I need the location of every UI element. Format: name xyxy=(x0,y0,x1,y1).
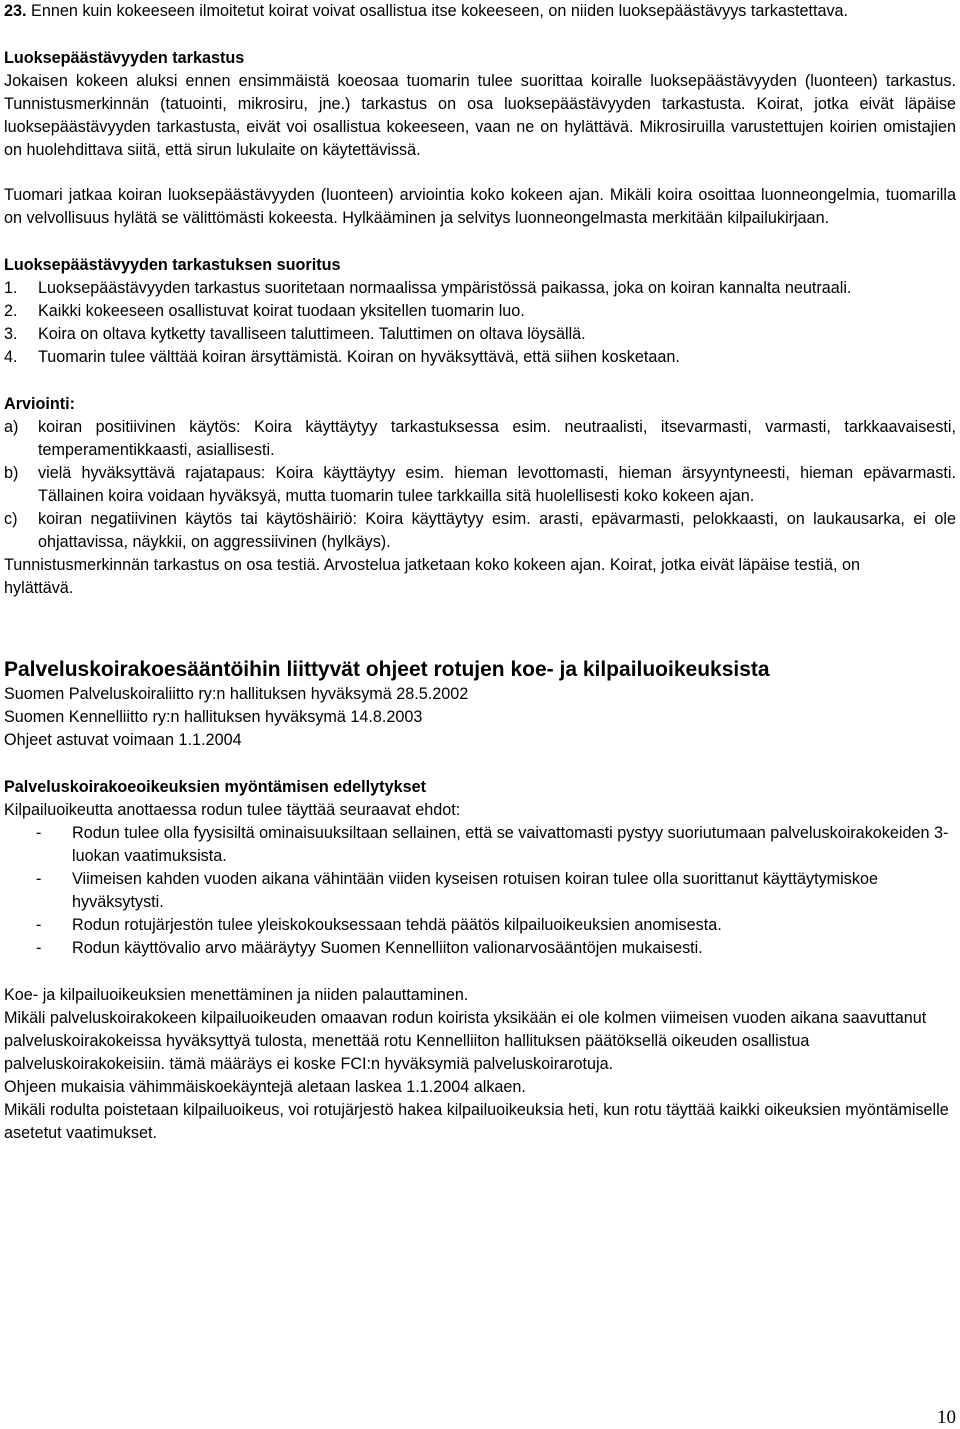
list-item xyxy=(4,277,956,300)
paragraph-tuomari: Tuomari jatkaa koiran luoksepäästävyyden (luonteen) arviointia koko kokeen ajan. Mikäli koira osoittaa luonneongelmia, tuomarilla on velvollisuus hylätä se välittömästi kokeesta. Hylkääminen ja selvitys luonneongelmasta merkitään kilpailukirjaan. xyxy=(4,186,956,227)
list-item xyxy=(4,462,956,508)
list-item-dash: - xyxy=(36,916,42,934)
list-item-dash: - xyxy=(36,870,42,888)
list-item-letter: b) xyxy=(4,464,19,482)
paragraph-tarkastus: Jokaisen kokeen aluksi ennen ensimmäistä koeosaa tuomarin tulee suorittaa koiralle luoksepäästävyyden (luonteen) tarkastus. Tunnistusmerkinnän (tatuointi, mikrosiru, jne.) tarkastus on osa luoksepäästävyyden tarkastusta. Koirat, jotka eivät läpäise luoksepäästävyyden tarkastusta, eivät voi osallistua kokeeseen, vaan ne on hylättävä. Mikrosiruilla varustettujen koirien omistajien on huolehdittava siitä, että sirun lukulaite on käytettävissä. xyxy=(4,72,956,159)
list-item xyxy=(4,300,956,323)
approval-line-palveluskoiraliitto: Suomen Palveluskoiraliitto ry:n hallituksen hyväksymä 28.5.2002 xyxy=(4,685,469,703)
document-page xyxy=(4,0,956,1145)
effective-date-line: Ohjeet astuvat voimaan 1.1.2004 xyxy=(4,731,242,749)
paragraph-koekaynnit: Ohjeen mukaisia vähimmäiskoekäyntejä aletaan laskea 1.1.2004 alkaen. xyxy=(4,1078,526,1096)
numbered-list-suoritus xyxy=(4,277,956,369)
section-heading-arviointi: Arviointi: xyxy=(4,395,76,413)
list-item xyxy=(4,508,956,554)
list-item-text: vielä hyväksyttävä rajatapaus: Koira käyttäytyy esim. hieman levottomasti, hieman ärsyyntyneesti, hieman epävarmasti. Tällainen koira voidaan hyväksyä, mutta tuomarin tulee tarkkailla sitä huolellisesti koko kokeen ajan. xyxy=(38,464,956,505)
paragraph-menettaminen-heading: Koe- ja kilpailuoikeuksien menettäminen ja niiden palauttaminen. xyxy=(4,986,469,1004)
list-item-number: 2. xyxy=(4,302,18,320)
list-item-number: 1. xyxy=(4,279,18,297)
list-item-text: Luoksepäästävyyden tarkastus suoritetaan normaalissa ympäristössä paikassa, joka on koiran kannalta neutraali. xyxy=(38,279,852,297)
list-item-text: Rodun käyttövalio arvo määräytyy Suomen Kennelliiton valionarvosääntöjen mukaisesti. xyxy=(72,939,703,957)
list-item-text: Tuomarin tulee välttää koiran ärsyttämistä. Koiran on hyväksyttävä, että siihen kosketaan. xyxy=(38,348,680,366)
list-item xyxy=(4,937,956,960)
list-item-number: 3. xyxy=(4,325,18,343)
list-item-text: Rodun tulee olla fyysisiltä ominaisuuksiltaan sellainen, että se vaivattomasti pystyy suoriutumaan palveluskoirakokeiden 3-luokan vaatimuksista. xyxy=(72,824,949,865)
list-item-text: Koira on oltava kytketty tavalliseen taluttimeen. Taluttimen on oltava löysällä. xyxy=(38,325,586,343)
list-item-dash: - xyxy=(36,939,42,957)
list-item xyxy=(4,416,956,462)
list-item xyxy=(4,323,956,346)
paragraph-edellytykset-intro: Kilpailuoikeutta anottaessa rodun tulee täyttää seuraavat ehdot: xyxy=(4,801,461,819)
section-title-ohjeet: Palveluskoirakoesääntöihin liittyvät ohjeet rotujen koe- ja kilpailuoikeuksista xyxy=(4,658,770,681)
paragraph-arviointi-closing: Tunnistusmerkinnän tarkastus on osa testiä. Arvostelua jatketaan koko kokeen ajan. Koirat, jotka eivät läpäise testiä, on hylättävä. xyxy=(4,556,861,597)
section-heading-tarkastus: Luoksepäästävyyden tarkastus xyxy=(4,49,245,67)
list-item xyxy=(4,868,956,914)
question-text: Ennen kuin kokeeseen ilmoitetut koirat voivat osallistua itse kokeeseen, on niiden luoksepäästävyys tarkastettava. xyxy=(31,2,849,20)
list-item-text: Kaikki kokeeseen osallistuvat koirat tuodaan yksitellen tuomarin luo. xyxy=(38,302,525,320)
question-number: 23. xyxy=(4,2,27,20)
page-number: 10 xyxy=(937,1407,956,1428)
list-item-letter: a) xyxy=(4,418,19,436)
lettered-list-arviointi xyxy=(4,416,956,554)
list-item-text: koiran positiivinen käytös: Koira käyttäytyy tarkastuksessa esim. neutraalisti, itsevarmasti, varmasti, tarkkaavaisesti, temperamentikkaasti, asiallisesti. xyxy=(38,418,956,459)
list-item xyxy=(4,822,956,868)
approval-line-kennelliitto: Suomen Kennelliitto ry:n hallituksen hyväksymä 14.8.2003 xyxy=(4,708,423,726)
list-item-text: Rodun rotujärjestön tulee yleiskokouksessaan tehdä päätös kilpailuoikeuksien anomisesta. xyxy=(72,916,722,934)
dash-list-edellytykset xyxy=(4,822,956,960)
list-item-text: Viimeisen kahden vuoden aikana vähintään viiden kyseisen rotuisen koiran tulee olla suorittanut käyttäytymiskoe hyväksytysti. xyxy=(72,870,878,911)
paragraph-poistaminen: Mikäli rodulta poistetaan kilpailuoikeus, voi rotujärjestö hakea kilpailuoikeuksia heti, kun rotu täyttää kaikki oikeuksien myöntämiselle asetetut vaatimukset. xyxy=(4,1101,949,1142)
list-item xyxy=(4,914,956,937)
section-heading-edellytykset: Palveluskoirakoeoikeuksien myöntämisen edellytykset xyxy=(4,778,426,796)
list-item-dash: - xyxy=(36,824,42,842)
list-item-text: koiran negatiivinen käytös tai käytöshäiriö: Koira käyttäytyy esim. arasti, epävarmasti, pelokkaasti, on laukausarka, ei ole ohjattavissa, näykkii, on aggressiivinen (hylkäys). xyxy=(38,510,956,551)
question-23 xyxy=(4,0,956,23)
paragraph-menettaminen: Mikäli palveluskoirakokeen kilpailuoikeuden omaavan rodun koirista yksikään ei ole kolmen viimeisen vuoden aikana saavuttanut palveluskoirakokeissa hyväksyttyä tulosta, menettää rotu Kennelliiton hallituksen päätöksellä oikeuden osallistua palveluskoirakokeisiin. tämä määräys ei koske FCI:n hyväksymiä palveluskoirarotuja. xyxy=(4,1009,927,1073)
list-item-letter: c) xyxy=(4,510,18,528)
list-item xyxy=(4,346,956,369)
section-heading-suoritus: Luoksepäästävyyden tarkastuksen suoritus xyxy=(4,256,341,274)
list-item-number: 4. xyxy=(4,348,18,366)
